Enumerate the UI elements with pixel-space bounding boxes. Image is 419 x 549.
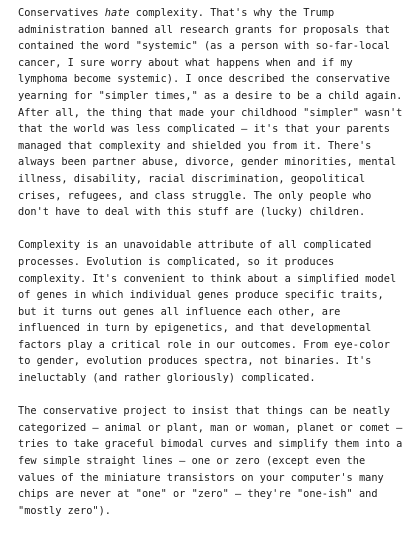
text-run: influenced in turn by epigenetics, and that developmental bbox=[18, 322, 372, 335]
text-line bbox=[18, 105, 419, 122]
text-run: managed that complexity and shielded you from it. There's bbox=[18, 139, 372, 152]
text-run: tries to take graceful bimodal curves and simplify them into a bbox=[18, 438, 403, 451]
text-line bbox=[18, 353, 419, 370]
text-line bbox=[18, 5, 419, 22]
text-line bbox=[18, 420, 419, 437]
text-line bbox=[18, 254, 419, 271]
text-run: crises, refugees, and class struggle. The only people who bbox=[18, 189, 372, 202]
text-line bbox=[18, 287, 419, 304]
text-run: that the world was less complicated – it's that your parents bbox=[18, 123, 390, 136]
text-run: The conservative project to insist that things can be neatly bbox=[18, 405, 390, 418]
text-line bbox=[18, 138, 419, 155]
text-run: complexity. That's why the Trump bbox=[129, 7, 335, 19]
text-line bbox=[18, 320, 419, 337]
emphasized-text: hate bbox=[104, 7, 130, 19]
text-run: complexity. It's convenient to think about a simplified model bbox=[18, 272, 397, 285]
text-line bbox=[18, 337, 419, 354]
text-run: but it turns out genes all influence each other, are bbox=[18, 305, 341, 318]
text-line bbox=[18, 22, 419, 39]
text-run: chips are never at "one" or "zero" – they're "one-ish" and bbox=[18, 488, 378, 501]
text-line bbox=[18, 486, 419, 503]
text-line bbox=[18, 171, 419, 188]
text-run: yearning for "simpler times," as a desire to be a child again. bbox=[18, 89, 403, 102]
text-run: to gender, evolution produces spectra, not binaries. It's bbox=[18, 355, 372, 368]
text-run: Conservatives bbox=[18, 7, 105, 19]
text-run: Complexity is an unavoidable attribute of all complicated bbox=[18, 239, 372, 252]
text-line bbox=[18, 370, 419, 387]
text-line bbox=[18, 470, 419, 487]
text-run: After all, the thing that made your childhood "simpler" wasn't bbox=[18, 106, 403, 119]
text-line bbox=[18, 88, 419, 105]
text-line bbox=[18, 271, 419, 288]
text-line bbox=[18, 188, 419, 205]
text-run: administration banned all research grants for proposals that bbox=[18, 23, 390, 36]
text-run: contained the word "systemic" (as a person with so-far-local bbox=[18, 40, 390, 53]
paragraph bbox=[18, 5, 419, 221]
text-line bbox=[18, 38, 419, 55]
text-line bbox=[18, 304, 419, 321]
text-run: few simple straight lines – one or zero (except even the bbox=[18, 455, 366, 468]
text-run: processes. Evolution is complicated, so it produces bbox=[18, 255, 335, 268]
text-run: ineluctably (and rather gloriously) complicated. bbox=[18, 372, 316, 385]
text-run: always been partner abuse, divorce, gender minorities, mental bbox=[18, 156, 397, 169]
text-run: lymphoma become systemic). I once described the conservative bbox=[18, 73, 390, 86]
paragraph bbox=[18, 403, 419, 519]
text-run: of genes in which individual genes produce specific traits, bbox=[18, 289, 384, 302]
text-run: illness, disability, racial discrimination, geopolitical bbox=[18, 172, 366, 185]
paragraph bbox=[18, 237, 419, 386]
text-run: values of the miniature transistors on your computer's many bbox=[18, 471, 384, 484]
text-line bbox=[18, 403, 419, 420]
text-run: factors play a critical role in our outcomes. From eye-color bbox=[18, 338, 390, 351]
text-line bbox=[18, 55, 419, 72]
text-line bbox=[18, 503, 419, 520]
text-run: don't have to deal with this stuff are (lucky) children. bbox=[18, 206, 366, 219]
text-line bbox=[18, 121, 419, 138]
text-line bbox=[18, 71, 419, 88]
text-line bbox=[18, 453, 419, 470]
text-line bbox=[18, 154, 419, 171]
text-run: categorized – animal or plant, man or woman, planet or comet – bbox=[18, 421, 403, 434]
text-line bbox=[18, 237, 419, 254]
text-run: "mostly zero"). bbox=[18, 504, 111, 517]
text-line bbox=[18, 204, 419, 221]
text-line bbox=[18, 436, 419, 453]
text-run: cancer, I sure worry about what happens when and if my bbox=[18, 56, 353, 69]
